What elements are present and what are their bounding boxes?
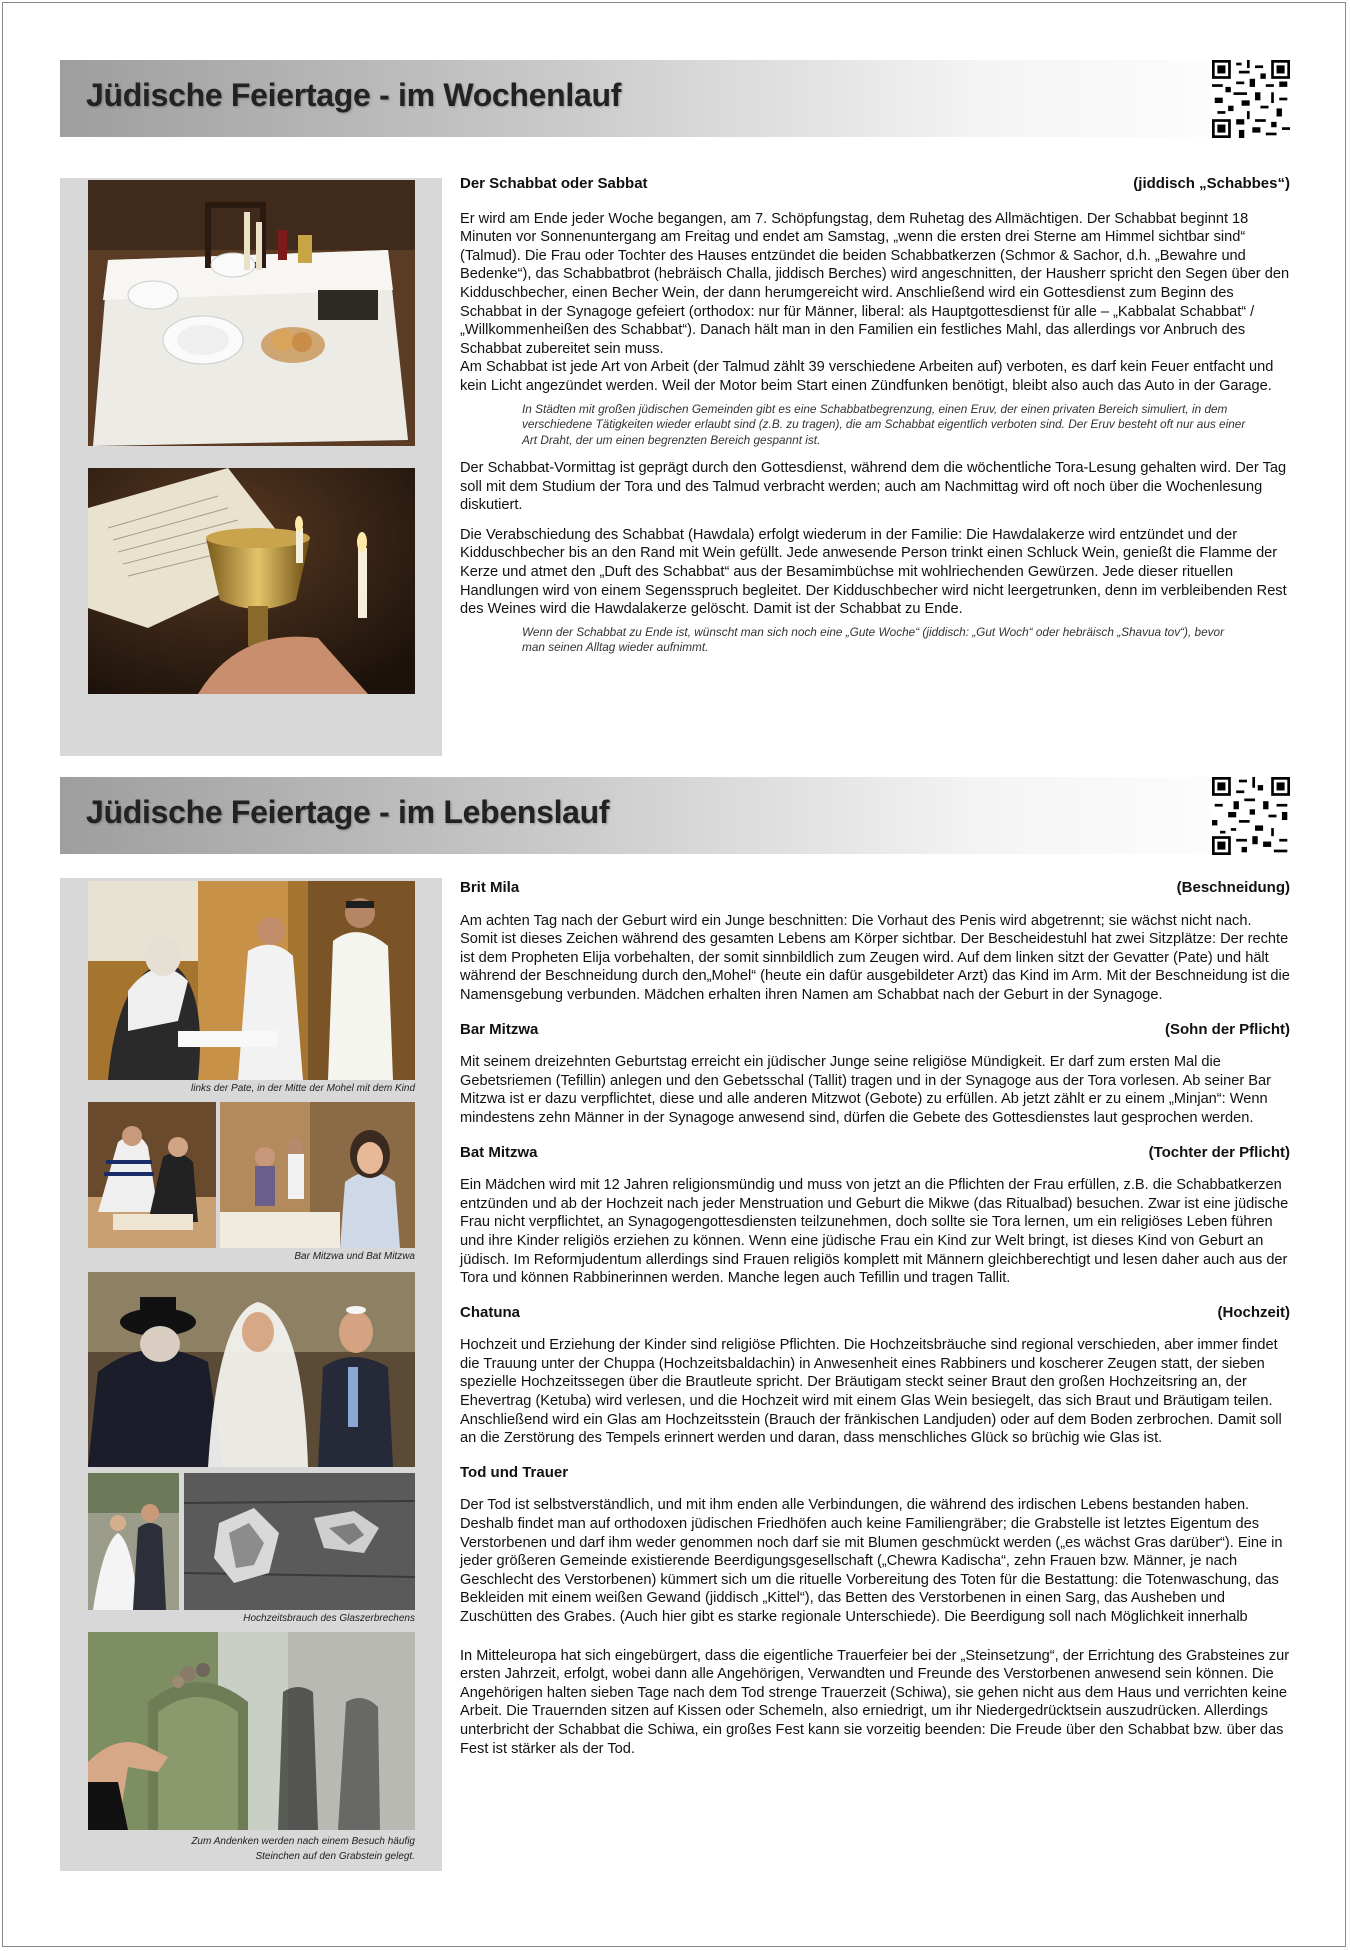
- section-heading: [460, 1144, 1290, 1163]
- paragraph: Hochzeit und Erziehung der Kinder sind religiöse Pflichten. Die Hochzeitsbräuche sind regional verschieden, aber immer findet die Trauung unter der Chuppa (Hochzeitsbaldachin) in Anwesenheit eines Rabbiners und koscherer Zeugen statt, der sieben spezielle Hochzeitssegen über die Brautleute spricht. Der Bräutigam steckt seiner Braut den großen Hochzeitsring an, der Ehevertrag (Ketuba) wird verlesen, und die Hochzeit wird mit einem Glas Wein besiegelt, das sich Braut und Bräutigam teilen. Anschließend wird ein Glas am Hochzeitsstein (Brauch der fränkischen Landjuden) oder auf dem Boden zerbrochen. Damit soll an die Zerstörung des Tempels erinnert werden und daran, dass menschliches Glück so brüchig wie Glas ist.: [460, 1337, 1282, 1447]
- paragraph: Der Schabbat-Vormittag ist geprägt durch den Gottesdienst, während dem die wöchentliche Tora-Lesung gehalten wird. Der Tag soll mit dem Studium der Tora und des Talmud verbracht werden; auch am Nachmittag wird oft noch über die Wochenlesung diskutiert.: [460, 460, 1287, 514]
- shabbat-table-photo: [88, 180, 415, 446]
- heading-left: Chatuna: [460, 1303, 520, 1321]
- heading-right: (Sohn der Pflicht): [1165, 1020, 1290, 1038]
- kiddush-cup-photo: [88, 468, 415, 694]
- photo-caption: Steinchen auf den Grabstein gelegt.: [255, 1851, 415, 1862]
- text-column-life: [460, 879, 1290, 1774]
- photo-caption: Zum Andenken werden nach einem Besuch häufig: [191, 1836, 415, 1847]
- heading-left: Brit Mila: [460, 879, 520, 896]
- section-banner-life: [60, 777, 1290, 854]
- section-bat-mitzwa: [460, 1144, 1290, 1288]
- paragraph: Am achten Tag nach der Geburt wird ein Junge beschnitten: Die Vorhaut des Penis wird abgetrennt; sie wächst nicht nach. Somit ist dieses Zeichen während des gesamten Lebens am Körper sichtbar. Der Bescheidestuhl hat zwei Sitzplätze: Der rechte ist dem Propheten Elija vorbehalten, der somit sinnbildlich zum Zeugen wird. Auf dem linken sitzt der Gevatter (Pate) und hält während der Beschneidung durch den„Mohel“ (heute ein dafür ausgebildeter Arzt) das Kind im Arm. Mit der Beschneidung ist die Namensgebung verbunden. Mädchen erhalten ihren Namen am Schabbat nach der Geburt in der Synagoge.: [460, 912, 1290, 1003]
- photo-caption: links der Pate, in der Mitte der Mohel mit dem Kind: [191, 1083, 415, 1094]
- paragraph: Am Schabbat ist jede Art von Arbeit (der Talmud zählt 39 verschiedene Arbeiten auf) verboten, es darf kein Feuer entfacht und kein Licht angezündet werden. Weil der Motor beim Start einen Zündfunken benötigt, bleibt also auch das Auto in der Garage.: [460, 359, 1274, 394]
- section-tod-und-trauer: [460, 1464, 1290, 1758]
- heading-right: (jiddisch „Schabbes“): [1133, 175, 1290, 192]
- section-bar-mitzwa: [460, 1021, 1290, 1128]
- section-heading: [460, 879, 1290, 898]
- broken-glass-photo: [184, 1473, 415, 1610]
- bar-mitzwa-photo: [88, 1102, 216, 1248]
- heading-left: Tod und Trauer: [460, 1463, 569, 1481]
- section-heading-shabbat: [460, 175, 1290, 194]
- section-banner-week: [60, 60, 1290, 137]
- paragraph: Der Tod ist selbstverständlich, und mit ihm enden alle Verbindungen, die während des irdischen Lebens bestanden haben. Deshalb findet man auf orthodoxen jüdischen Friedhöfen auch keine Familiengräber; die Grabstelle ist letztes Eigentum des Verstorbenen und darf ihm weder genommen noch darf sie mit Blumen geschmückt werden („es wächst Gras darüber“). Eine in jeder größeren Gemeinde existierende Beerdigungsgesellschaft („Chewra Kadischa“, zehn Frauen bzw. Männer, je nach Geschlecht des Verstorbenen) kümmert sich um die rituelle Vorbereitung des Toten für die Bestattung: die Totenwaschung, das Bekleiden mit einem weißen Gewand (jiddisch „Kittel“), das Betten des Verstorbenen in einen Sarg, das Ausheben und Zuschütten des Grabes. (Auch hier gibt es starke regionale Unterschiede). Die Beerdigung soll nach Möglichkeit innerhalb: [460, 1497, 1283, 1625]
- heading-right: (Hochzeit): [1217, 1303, 1290, 1321]
- paragraph: Ein Mädchen wird mit 12 Jahren religionsmündig und muss von jetzt an die Pflichten der Frau erfüllen, z.B. die Schabbatkerzen entzünden und ab der Hochzeit nach jeder Menstruation und Geburt die Mikwe (das Ritualbad) besuchen. Zwar ist eine jüdische Frau nicht verpflichtet, an Synagogengottesdiensten teilzunehmen, doch sollte sie Tora lernen, um ein religiöses Leben führen und ihre Kinder religiös erziehen zu können. Wenn eine jüdische Frau ein Kind zur Welt bringt, ist dieses Kind von Geburt an jüdisch. Im Reformjudentum allerdings sind Frauen religiös komplett mit Männern gleichberechtigt und lesen daher auch aus der Tora und können Rabbinerinnen werden. Manche legen auch Tefillin und tragen Tallit.: [460, 1177, 1289, 1287]
- paragraph: Die Verabschiedung des Schabbat (Hawdala) erfolgt wiederum in der Familie: Die Hawdalakerze wird entzündet und der Kidduschbecher bis an den Rand mit Wein gefüllt. Jede anwesende Person trinkt einen Schluck Wein, genießt die Flamme der Kerze und atmet den „Duft des Schabbat“ aus der Besamimbüchse mit wohlriechenden Gewürzen. Jede dieser rituellen Handlungen wird von einem Segensspruch begleitet. Der Kidduschbecher wird nicht leergetrunken, denn im verbleibenden Rest des Weines wird die Hawdalakerze gelöscht. Damit ist der Schabbat zu Ende.: [460, 526, 1287, 618]
- brit-mila-photo: [88, 881, 415, 1080]
- qr-code-icon[interactable]: [1212, 777, 1290, 855]
- paragraph: In Mitteleuropa hat sich eingebürgert, dass die eigentliche Trauerfeier bei der „Steinsetzung“, der Errichtung des Grabsteines zur ersten Jahrzeit, erfolgt, wobei dann alle Angehörigen, Verwandten und Freunde des Verstorbenen anwesend sein können. Die Angehörigen halten sieben Tage nach dem Tod strenge Trauerzeit (Schiwa), sie gehen nicht aus dem Haus und verrichten keine Arbeit. Die Trauernden sitzen auf Kissen oder Schemeln, also erniedrigt, um ihr Niedergedrücktsein auszudrücken. Allerdings unterbricht der Schabbat die Schiwa, ein großes Fest kann sie vorzeitig beenden: Die Freude über den Schabbat bzw. über das Fest ist stärker als der Tod.: [460, 1647, 1290, 1757]
- bat-mitzwa-photo: [220, 1102, 415, 1248]
- paragraph: Mit seinem dreizehnten Geburtstag erreicht ein jüdischer Junge seine religiöse Mündigkeit. Er darf zum ersten Mal die Gebetsriemen (Tefillin) anlegen und den Gebetsschal (Tallit) tragen und in der Synagoge aus der Tora vorlesen. Ab seiner Bar Mitzwa ist er dazu verpflichtet, diese und alle anderen Mitzwot (Gebote) zu erfüllen. Ab jetzt zählt er zu einem „Minjan“: Wenn mindestens zehn Männer in der Synagoge anwesend sind, dürfen die Gebete des Gottesdienstes laut gesprochen werden.: [460, 1054, 1271, 1126]
- heading-right: (Beschneidung): [1176, 879, 1290, 896]
- qr-code-icon[interactable]: [1212, 60, 1290, 138]
- heading-left: Der Schabbat oder Sabbat: [460, 175, 648, 192]
- text-column-week: [460, 175, 1290, 667]
- section-title-life: Jüdische Feiertage - im Lebenslauf: [86, 794, 610, 830]
- section-title-week: Jüdische Feiertage - im Wochenlauf: [86, 77, 622, 113]
- section-chatuna: [460, 1304, 1290, 1448]
- section-heading: [460, 1021, 1290, 1040]
- section-heading: [460, 1464, 1290, 1483]
- heading-right: (Tochter der Pflicht): [1148, 1143, 1290, 1161]
- photo-caption: Hochzeitsbrauch des Glaszerbrechens: [243, 1613, 415, 1624]
- wedding-stone-photo: [88, 1473, 179, 1610]
- paragraph: Er wird am Ende jeder Woche begangen, am 7. Schöpfungstag, dem Ruhetag des Allmächtigen. Der Schabbat beginnt 18 Minuten vor Sonnenuntergang am Freitag und endet am Samstag, „wenn die ersten drei Sterne am Himmel sichtbar sind“ (Talmud). Die Frau oder Tochter des Hauses entzündet die beiden Schabbatkerzen (Schmor & Sachor, d.h. „Bewahre und Bedenke“), das Schabbatbrot (hebräisch Challa, jiddisch Berches) wird angeschnitten, der Hausherr spricht den Segen über den Kidduschbecher, einen Becher Wein, der dann herumgereicht wird. Anschließend wird ein Gottesdienst zum Beginn des Schabbat in der Synagoge gefeiert (orthodox: nur für Männer, liberal: als Hauptgottesdienst für alle – „Kabbalat Schabbat“ / „Willkommenheißen des Schabbat“). Danach hält man in den Familien ein festliches Mahl, das allerdings vor Anbruch des Schabbat zubereitet sein muss.: [460, 210, 1290, 357]
- heading-left: Bar Mitzwa: [460, 1020, 539, 1038]
- section-heading: [460, 1304, 1290, 1323]
- photo-caption: Bar Mitzwa und Bat Mitzwa: [294, 1251, 415, 1262]
- note: Wenn der Schabbat zu Ende ist, wünscht man sich noch eine „Gute Woche“ (jiddisch: „Gut Woch“ oder hebräisch „Shavua tov“), bevor man seinen Alltag wieder aufnimmt.: [522, 624, 1225, 655]
- note: In Städten mit großen jüdischen Gemeinden gibt es eine Schabbatbegrenzung, einen Eruv, der einen privaten Bereich simuliert, in dem verschiedene Tätigkeiten wieder erlaubt sind (z.B. zu tragen), die am Schabbat eigentlich verboten sind. Der Eruv besteht oft nur aus einer Art Draht, der um einen begrenzten Bereich gespannt ist.: [522, 401, 1246, 447]
- gravestone-photo: [88, 1632, 415, 1830]
- wedding-photo: [88, 1272, 415, 1467]
- heading-left: Bat Mitzwa: [460, 1143, 538, 1161]
- section-brit-mila: [460, 879, 1290, 1005]
